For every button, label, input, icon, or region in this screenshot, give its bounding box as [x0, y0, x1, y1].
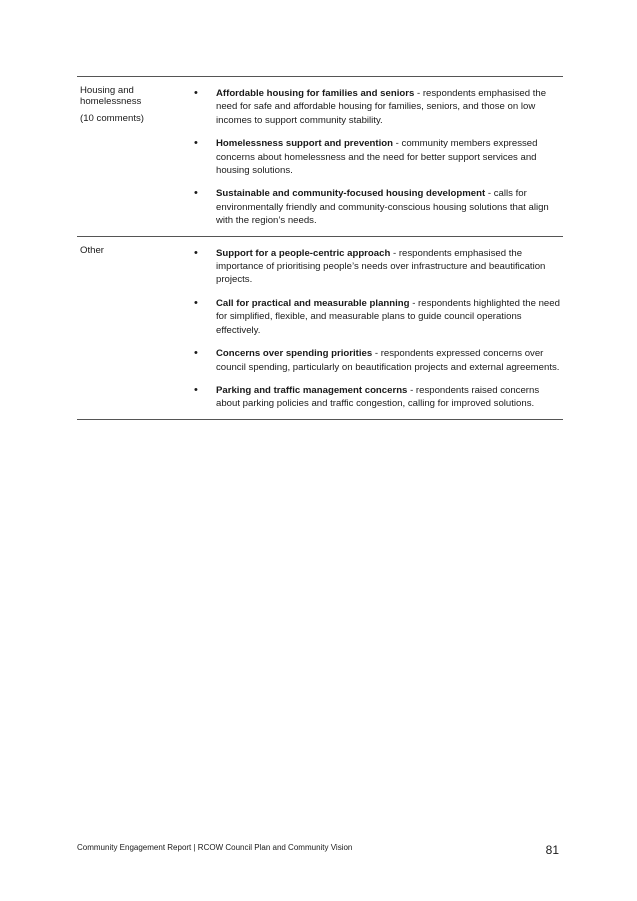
point-title: Support for a people-centric approach: [216, 247, 391, 259]
theme-label: Housing and homelessness: [80, 85, 142, 108]
theme-points-list: [184, 85, 563, 228]
list-item: [184, 384, 563, 411]
feedback-table: [77, 76, 563, 420]
theme-cell: [77, 245, 184, 411]
theme-label: Other: [80, 244, 104, 256]
bullet-icon: •: [194, 246, 198, 259]
point-title: Homelessness support and prevention: [216, 138, 393, 150]
table-row: [77, 236, 563, 420]
list-item: [184, 297, 563, 337]
point-text: - respondents highlighted the need for simplified, flexible, and measurable plans to guide council operations effectively.: [216, 297, 560, 336]
point-text: - respondents expressed concerns over council spending, particularly on beautification projects and external agreements.: [216, 348, 560, 373]
bullet-icon: •: [194, 137, 198, 150]
comment-count: (10 comments): [80, 112, 144, 124]
point-text: - community members expressed concerns about homelessness and the need for better support services and housing solutions.: [216, 138, 538, 177]
list-item: [184, 247, 563, 287]
bullet-icon: •: [194, 296, 198, 309]
point-text: - calls for environmentally friendly and community-conscious housing solutions that align with the region’s needs.: [216, 188, 549, 227]
bullet-icon: •: [194, 187, 198, 200]
theme-points-list: [184, 245, 563, 411]
point-title: Concerns over spending priorities: [216, 348, 373, 360]
list-item: [184, 347, 563, 374]
point-text: - respondents emphasised the need for safe and affordable housing for families, seniors, and those on low incomes to support community stability.: [216, 88, 547, 126]
theme-cell: [77, 85, 184, 228]
point-title: Affordable housing for families and seniors: [216, 88, 415, 99]
table-row: [77, 76, 563, 236]
list-item: [184, 87, 563, 127]
point-title: Parking and traffic management concerns: [216, 384, 408, 396]
page-number: 81: [545, 843, 559, 857]
point-title: Sustainable and community-focused housing development: [216, 188, 486, 200]
list-item: [184, 187, 563, 227]
bullet-icon: •: [194, 87, 198, 99]
document-footer: Community Engagement Report | RCOW Council Plan and Community Vision: [77, 843, 353, 852]
point-text: - respondents raised concerns about parking policies and traffic congestion, calling for improved solutions.: [216, 384, 540, 410]
point-text: - respondents emphasised the importance of prioritising people’s needs over infrastructure and beautification projects.: [216, 247, 546, 286]
bullet-icon: •: [194, 383, 198, 396]
bullet-icon: •: [194, 347, 198, 360]
point-title: Call for practical and measurable planning: [216, 297, 410, 309]
list-item: [184, 137, 563, 177]
